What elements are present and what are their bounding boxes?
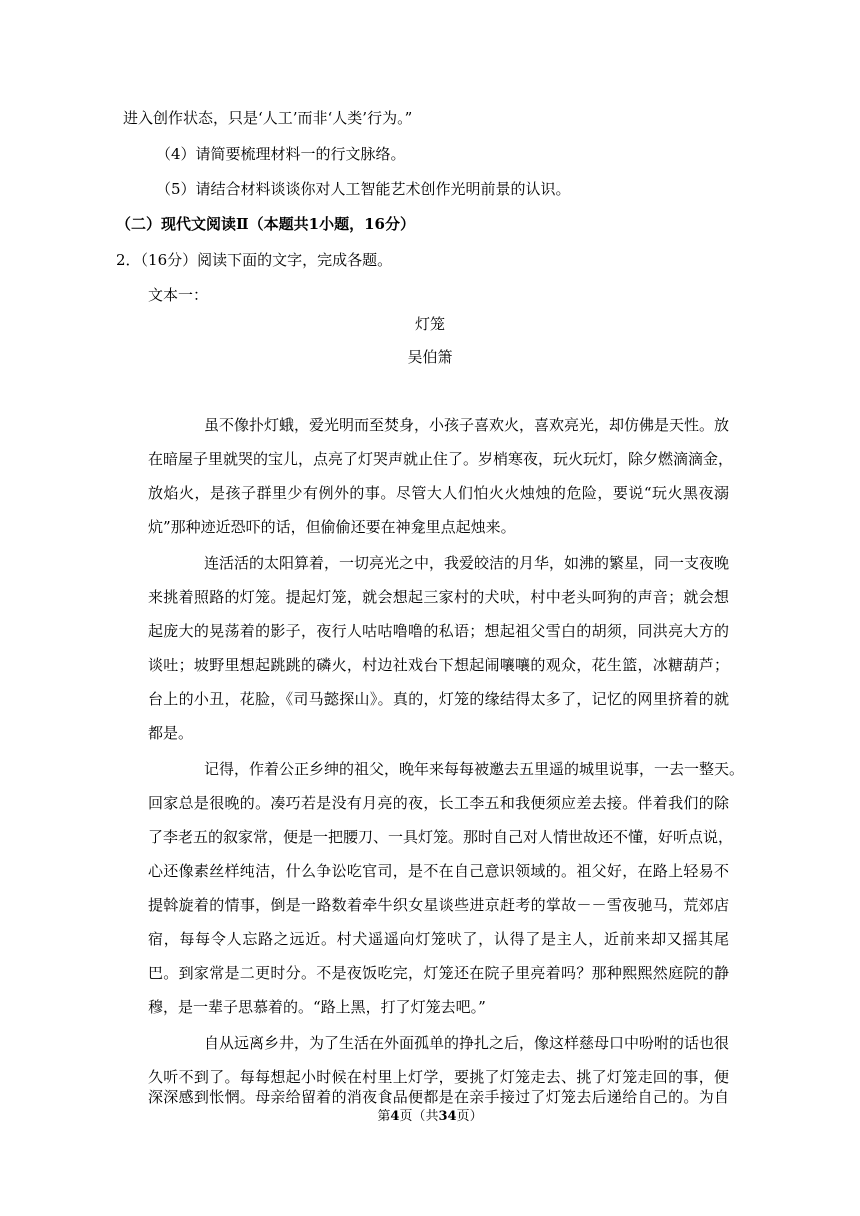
paragraph-2-line: 来挑着照路的灯笼。提起灯笼，就会想起三家村的犬吠，村中老头呵狗的声音；就会想 — [148, 588, 729, 606]
footer-page-number: 4 — [390, 1109, 400, 1124]
paragraph-3-line: 心还像素丝样纯洁，什么争讼吃官司，是不在自己意识领域的。祖父好，在路上轻易不 — [148, 862, 729, 880]
paragraph-4-line: 深深感到怅惘。母亲给留着的消夜食品便都是在亲手接过了灯笼去后递给自己的。为自 — [148, 1088, 729, 1106]
article-author: 吴伯箫 — [407, 348, 453, 366]
continuation-line: 进入创作状态，只是‘人工’而非‘人类’行为。” — [123, 109, 413, 127]
paragraph-1-line: 放焰火，是孩子群里少有例外的事。尽管大人们怕火火烛烛的危险，要说“玩火黑夜溺 — [148, 484, 729, 502]
footer-total-pages: 34 — [438, 1109, 457, 1124]
paragraph-4-line: 久听不到了。每每想起小时候在村里上灯学，要挑了灯笼走去、挑了灯笼走回的事，便 — [148, 1068, 729, 1086]
paragraph-1-line: 在暗屋子里就哭的宝儿，点亮了灯哭声就止住了。岁梢寒夜，玩火玩灯，除夕燃滴滴金， — [148, 450, 734, 468]
question-item-5: （5）请结合材料谈谈你对人工智能艺术创作光明前景的认识。 — [156, 180, 571, 198]
question-item-4: （4）请简要梳理材料一的行文脉络。 — [156, 145, 406, 163]
footer-middle: 页（共 — [399, 1109, 439, 1124]
paragraph-3-line: 提斡旋着的情事，倒是一路数着牵牛织女星谈些进京赶考的掌故－－雪夜驰马，荒郊店 — [148, 896, 729, 914]
paragraph-1-line: 炕”那种迹近恐吓的话，但偷偷还要在神龛里点起烛来。 — [148, 518, 516, 536]
paragraph-3-line: 回家总是很晚的。凑巧若是没有月亮的夜，长工李五和我便须应差去接。伴着我们的除 — [148, 794, 729, 812]
page-footer — [0, 1108, 860, 1126]
paragraph-3-line: 了李老五的叙家常，便是一把腰刀、一具灯笼。那时自己对人情世故还不懂，好听点说， — [148, 828, 734, 846]
paragraph-2-line: 都是。 — [148, 724, 194, 742]
paragraph-2-line: 谈吐；坡野里想起跳跳的磷火，村边社戏台下想起闹嚷嚷的观众，花生篮，冰糖葫芦； — [148, 656, 729, 674]
footer-prefix: 第 — [377, 1109, 391, 1124]
section-heading: （二）现代文阅读Ⅱ（本题共1小题，16分） — [116, 215, 415, 233]
article-title: 灯笼 — [414, 315, 445, 333]
paragraph-1-line: 虽不像扑灯蛾，爱光明而至焚身，小孩子喜欢火，喜欢亮光，却仿佛是天性。放 — [204, 416, 730, 434]
paragraph-3-line: 巴。到家常是二更时分。不是夜饭吃完，灯笼还在院子里亮着吗？那种熙熙然庭院的静 — [148, 964, 729, 982]
paragraph-2-line: 连活活的太阳算着，一切亮光之中，我爱皎洁的月华，如沸的繁星，同一支夜晚 — [204, 554, 730, 572]
paragraph-2-line: 台上的小丑，花脸，《司马懿探山》。真的，灯笼的缘结得太多了，记忆的网里挤着的就 — [148, 690, 729, 708]
text-label: 文本一： — [148, 286, 209, 304]
paragraph-3-line: 穆，是一辈子思慕着的。“路上黑，打了灯笼去吧。” — [148, 998, 486, 1016]
paragraph-4-line: 自从远离乡井，为了生活在外面孤单的挣扎之后，像这样慈母口中吩咐的话也很 — [204, 1034, 730, 1052]
paragraph-2-line: 起庞大的晃荡着的影子，夜行人咕咕噜噜的私语；想起祖父雪白的胡须，同洪亮大方的 — [148, 622, 729, 640]
question-2: 2．（16分）阅读下面的文字，完成各题。 — [116, 251, 393, 269]
paragraph-3-line: 宿，每每令人忘路之远近。村犬遥遥向灯笼吠了，认得了是主人，近前来却又摇其尾 — [148, 930, 729, 948]
paragraph-3-line: 记得，作着公正乡绅的祖父，晚年来每每被邀去五里遥的城里说事，一去一整天。 — [204, 760, 745, 778]
footer-suffix: 页） — [456, 1109, 483, 1124]
